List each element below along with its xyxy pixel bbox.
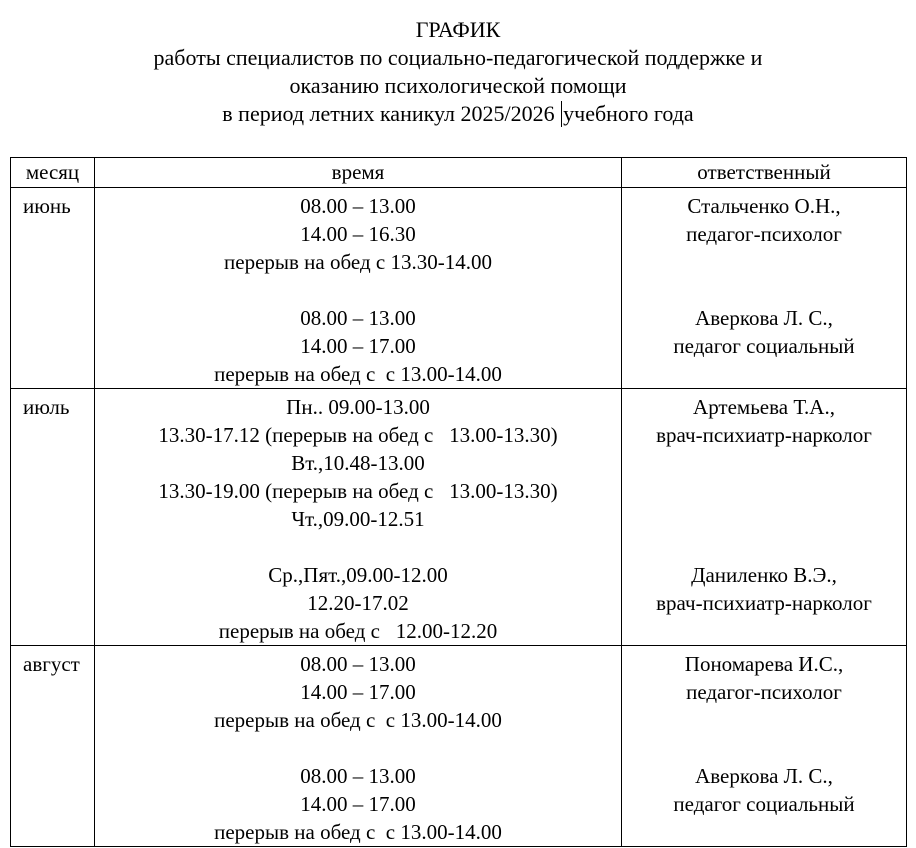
responsible-line: педагог-психолог xyxy=(686,222,842,246)
header-time: время xyxy=(95,158,622,188)
time-line: 14.00 – 17.00 xyxy=(300,334,416,358)
responsible-line xyxy=(622,533,906,561)
responsible-line: Аверкова Л. С., xyxy=(695,306,833,330)
responsible-line xyxy=(622,505,906,533)
time-line: 08.00 – 13.00 xyxy=(300,194,416,218)
table-row xyxy=(11,646,907,847)
time-cell xyxy=(95,389,622,646)
responsible-line xyxy=(622,617,906,645)
responsible-line: Даниленко В.Э., xyxy=(691,563,837,587)
document-title xyxy=(0,16,916,128)
responsible-line: Стальченко О.Н., xyxy=(687,194,841,218)
time-line xyxy=(95,276,621,304)
responsible-line: педагог социальный xyxy=(673,334,855,358)
time-line: перерыв на обед с 12.00-12.20 xyxy=(218,619,498,643)
time-line: перерыв на обед с с 13.00-14.00 xyxy=(214,708,502,732)
responsible-line xyxy=(622,477,906,505)
responsible-line xyxy=(622,360,906,388)
time-line: Пн.. 09.00-13.00 xyxy=(286,395,430,419)
month-cell: июль xyxy=(11,389,95,646)
month-cell: август xyxy=(11,646,95,847)
text-cursor xyxy=(561,101,562,127)
title-line-1: ГРАФИК xyxy=(415,17,501,42)
responsible-line: педагог социальный xyxy=(673,792,855,816)
responsible-line: Артемьева Т.А., xyxy=(693,395,835,419)
time-line: Чт.,09.00-12.51 xyxy=(291,507,425,531)
responsible-cell xyxy=(622,188,907,389)
table-row xyxy=(11,389,907,646)
time-line: 14.00 – 17.00 xyxy=(300,680,416,704)
time-line: перерыв на обед с с 13.00-14.00 xyxy=(214,362,502,386)
time-line: 14.00 – 17.00 xyxy=(300,792,416,816)
time-line: 13.30-19.00 (перерыв на обед с 13.00-13.30) xyxy=(158,479,558,503)
title-line-4 xyxy=(0,100,916,128)
time-line: перерыв на обед с с 13.00-14.00 xyxy=(214,820,502,844)
header-month: месяц xyxy=(11,158,95,188)
time-line: 14.00 – 16.30 xyxy=(300,222,416,246)
time-line: 13.30-17.12 (перерыв на обед с 13.00-13.30) xyxy=(158,423,558,447)
time-line: 08.00 – 13.00 xyxy=(300,652,416,676)
responsible-line: педагог-психолог xyxy=(686,680,842,704)
title-line-4-part-2: учебного года xyxy=(563,101,694,126)
time-line xyxy=(95,734,621,762)
title-line-2: работы специалистов по социально-педагогической поддержке и xyxy=(153,45,763,70)
month-cell: июнь xyxy=(11,188,95,389)
responsible-line xyxy=(622,276,906,304)
time-line: 08.00 – 13.00 xyxy=(300,764,416,788)
time-cell xyxy=(95,646,622,847)
time-line xyxy=(95,533,621,561)
time-line: Вт.,10.48-13.00 xyxy=(291,451,425,475)
responsible-line xyxy=(622,248,906,276)
table-header-row xyxy=(11,158,907,188)
responsible-line: Аверкова Л. С., xyxy=(695,764,833,788)
responsible-cell xyxy=(622,646,907,847)
title-line-3: оказанию психологической помощи xyxy=(289,73,627,98)
header-responsible: ответственный xyxy=(622,158,907,188)
time-cell xyxy=(95,188,622,389)
responsible-line: врач-психиатр-нарколог xyxy=(656,591,872,615)
time-line: Ср.,Пят.,09.00-12.00 xyxy=(268,563,448,587)
responsible-line xyxy=(622,706,906,734)
title-line-4-part-1: в период летних каникул 2025/2026 xyxy=(222,101,555,126)
time-line: перерыв на обед с 13.30-14.00 xyxy=(224,250,492,274)
responsible-line xyxy=(622,734,906,762)
time-line: 08.00 – 13.00 xyxy=(300,306,416,330)
table-row xyxy=(11,188,907,389)
responsible-line: Пономарева И.С., xyxy=(684,652,844,676)
responsible-cell xyxy=(622,389,907,646)
responsible-line: врач-психиатр-нарколог xyxy=(656,423,872,447)
responsible-line xyxy=(622,449,906,477)
time-line: 12.20-17.02 xyxy=(307,591,409,615)
responsible-line xyxy=(622,818,906,846)
schedule-table xyxy=(10,157,907,847)
